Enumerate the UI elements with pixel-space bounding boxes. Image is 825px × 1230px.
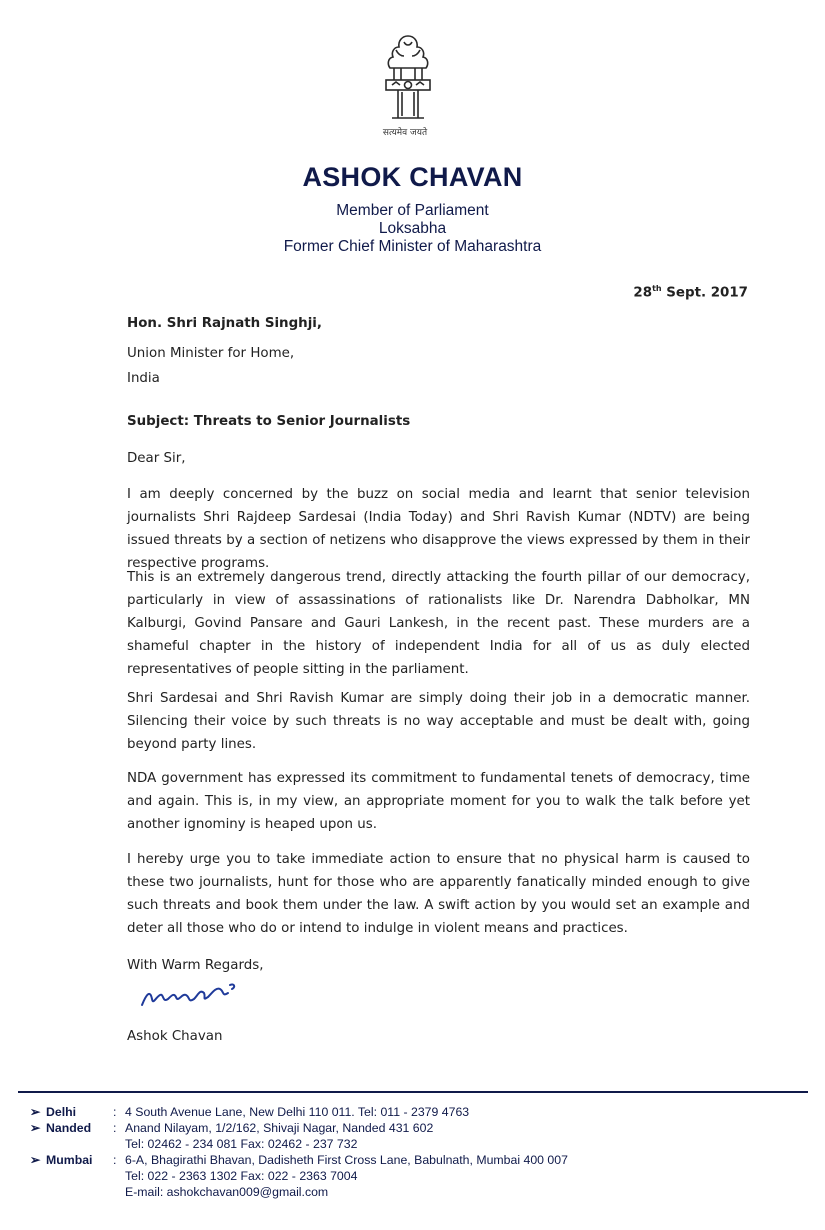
recipient-country: India — [127, 371, 160, 386]
paragraph-4: NDA government has expressed its commitment to fundamental tenets of democracy, time and again. This is, in my view, an appropriate moment for you to walk the talk before yet another ignominy is heaped upon us. — [127, 771, 750, 832]
paragraph-3: Shri Sardesai and Shri Ravish Kumar are simply doing their job in a democratic manner. Silencing their voice by such threats is no way acceptable and must be dealt with, going beyond party lines. — [127, 691, 750, 752]
date-month-year: Sept. 2017 — [661, 285, 748, 301]
recipient-name: Hon. Shri Rajnath Singhji, — [127, 316, 322, 331]
footer-colon: : — [113, 1105, 117, 1119]
footer-delhi-label: ➢ Delhi — [30, 1105, 77, 1119]
date-suffix: th — [652, 284, 662, 293]
footer-colon: : — [113, 1153, 117, 1167]
closing: With Warm Regards, — [127, 958, 264, 973]
footer-nanded-address: Anand Nilayam, 1/2/162, Shivaji Nagar, Nanded 431 602 — [125, 1121, 434, 1135]
arrow-icon: ➢ — [30, 1121, 41, 1135]
paragraph-5: I hereby urge you to take immediate action to ensure that no physical harm is caused to these two journalists, hunt for those who are apparently fanatically minded enough to give such threats and book them under the law. A swift action by you would set an example and deter all those who do or intend to indulge in violent means and practices. — [127, 852, 750, 936]
paragraph-1: I am deeply concerned by the buzz on social media and learnt that senior television journalists Shri Rajdeep Sardesai (India Today) and Shri Ravish Kumar (NDTV) are being issued threats by a section of netizens who disapprove the views expressed by them in their respective programs. — [127, 487, 750, 571]
footer-nanded-phone: Tel: 02462 - 234 081 Fax: 02462 - 237 732 — [125, 1137, 358, 1151]
footer-delhi-address: 4 South Avenue Lane, New Delhi 110 011. Tel: 011 - 2379 4763 — [125, 1105, 470, 1119]
letterhead-name: ASHOK CHAVAN — [302, 162, 523, 192]
footer-email: E-mail: ashokchavan009@gmail.com — [125, 1185, 329, 1199]
paragraph-2: This is an extremely dangerous trend, directly attacking the fourth pillar of our democracy, particularly in view of assassinations of rationalists like Dr. Narendra Dabholkar, MN Kalburgi, Govind Pansare and Gauri Lankesh, in the recent past. These murders are a shameful chapter in the history of independent India for all of us as duly elected representatives of people sitting in the parliament. — [127, 570, 750, 677]
letter-subject: Subject: Threats to Senior Journalists — [127, 414, 411, 429]
footer-nanded-label: ➢ Nanded — [30, 1121, 92, 1135]
national-emblem-icon — [368, 28, 448, 138]
signature-icon — [138, 975, 248, 1015]
date-day: 28 — [633, 285, 653, 301]
letterhead-former-role: Former Chief Minister of Maharashtra — [283, 238, 542, 255]
signatory-name: Ashok Chavan — [127, 1029, 223, 1044]
letter-date — [560, 284, 748, 300]
footer-divider — [18, 1091, 808, 1093]
footer-mumbai-label: ➢ Mumbai — [30, 1153, 93, 1167]
salutation: Dear Sir, — [127, 451, 186, 466]
footer-colon: : — [113, 1121, 117, 1135]
letterhead-house: Loksabha — [378, 220, 447, 237]
emblem-motto: सत्यमेव जयते — [382, 128, 428, 138]
footer-mumbai-phone: Tel: 022 - 2363 1302 Fax: 022 - 2363 7004 — [125, 1169, 358, 1183]
letterhead-designation: Member of Parliament — [336, 202, 489, 219]
arrow-icon: ➢ — [30, 1153, 41, 1167]
footer-mumbai-address: 6-A, Bhagirathi Bhavan, Dadisheth First Cross Lane, Babulnath, Mumbai 400 007 — [125, 1153, 568, 1167]
recipient-title: Union Minister for Home, — [127, 346, 295, 361]
arrow-icon: ➢ — [30, 1105, 41, 1119]
